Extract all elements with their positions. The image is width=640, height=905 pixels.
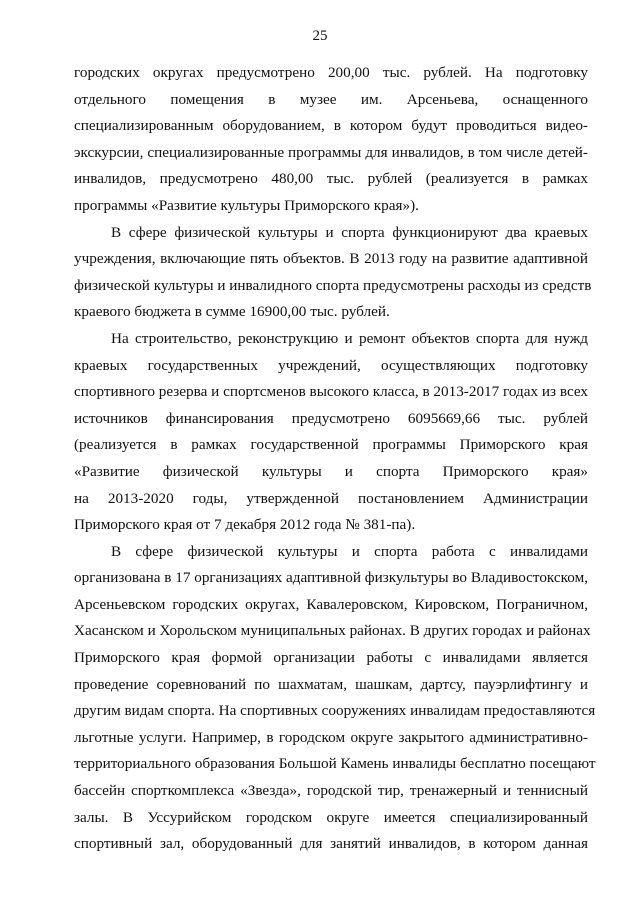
text-line: залы. В Уссурийском городском округе имеется специализированный xyxy=(74,808,588,826)
text-line: На строительство, реконструкцию и ремонт объектов спорта для нужд xyxy=(111,329,588,347)
text-line: Приморского края формой организации работы с инвалидами является xyxy=(74,649,588,667)
text-line: инвалидов, предусмотрено 480,00 тыс. рублей (реализуется в рамках xyxy=(74,170,588,188)
text-line: специализированным оборудованием, в котором будут проводиться видео- xyxy=(74,117,588,135)
text-line: источников финансирования предусмотрено 6095669,66 тыс. рублей xyxy=(74,409,588,427)
text-line: бассейн спорткомплекса «Звезда», городской тир, тренажерный и теннисный xyxy=(74,782,588,800)
text-line: В сфере физической культуры и спорта работа с инвалидами xyxy=(111,542,588,560)
text-line: проведение соревнований по шахматам, шашкам, дартсу, пауэрлифтингу и xyxy=(74,675,588,693)
text-line: программы «Развитие культуры Приморского края»). xyxy=(74,196,419,214)
text-line: спортивный зал, оборудованный для занятий инвалидов, в котором данная xyxy=(74,835,588,853)
text-line: отдельного помещения в музее им. Арсеньева, оснащенного xyxy=(74,90,588,108)
text-line: Приморского края от 7 декабря 2012 года № 381-па). xyxy=(74,516,416,534)
text-line: краевых государственных учреждений, осуществляющих подготовку xyxy=(74,356,588,374)
text-line: льготные услуги. Например, в городском округе закрытого административно- xyxy=(74,728,588,746)
text-line: экскурсии, специализированные программы для инвалидов, в том числе детей- xyxy=(74,143,588,161)
text-line: (реализуется в рамках государственной программы Приморского края xyxy=(74,436,588,454)
text-line: Хасанском и Хорольском муниципальных районах. В других городах и районах xyxy=(74,622,591,640)
text-line: городских округах предусмотрено 200,00 тыс. рублей. На подготовку xyxy=(74,64,588,81)
document-body xyxy=(74,60,596,858)
text-line: физической культуры и инвалидного спорта предусмотрены расходы из средств xyxy=(74,276,592,294)
text-line: другим видам спорта. На спортивных сооружениях инвалидам предоставляются xyxy=(74,702,596,720)
page-number: 25 xyxy=(312,28,328,44)
text-line: краевого бюджета в сумме 16900,00 тыс. рублей. xyxy=(74,303,390,321)
text-line: учреждения, включающие пять объектов. В 2013 году на развитие адаптивной xyxy=(74,250,588,268)
text-line: организована в 17 организациях адаптивной физкультуры во Владивостокском, xyxy=(74,569,588,587)
text-line: Арсеньевском городских округах, Кавалеровском, Кировском, Пограничном, xyxy=(74,595,588,613)
text-line: «Развитие физической культуры и спорта Приморского края» xyxy=(74,462,588,480)
text-line: на 2013-2020 годы, утвержденной постановлением Администрации xyxy=(74,489,588,507)
text-line: спортивного резерва и спортсменов высокого класса, в 2013-2017 годах из всех xyxy=(74,383,588,401)
text-line: В сфере физической культуры и спорта функционируют два краевых xyxy=(111,223,588,241)
text-line: территориального образования Большой Камень инвалиды бесплатно посещают xyxy=(74,755,596,773)
